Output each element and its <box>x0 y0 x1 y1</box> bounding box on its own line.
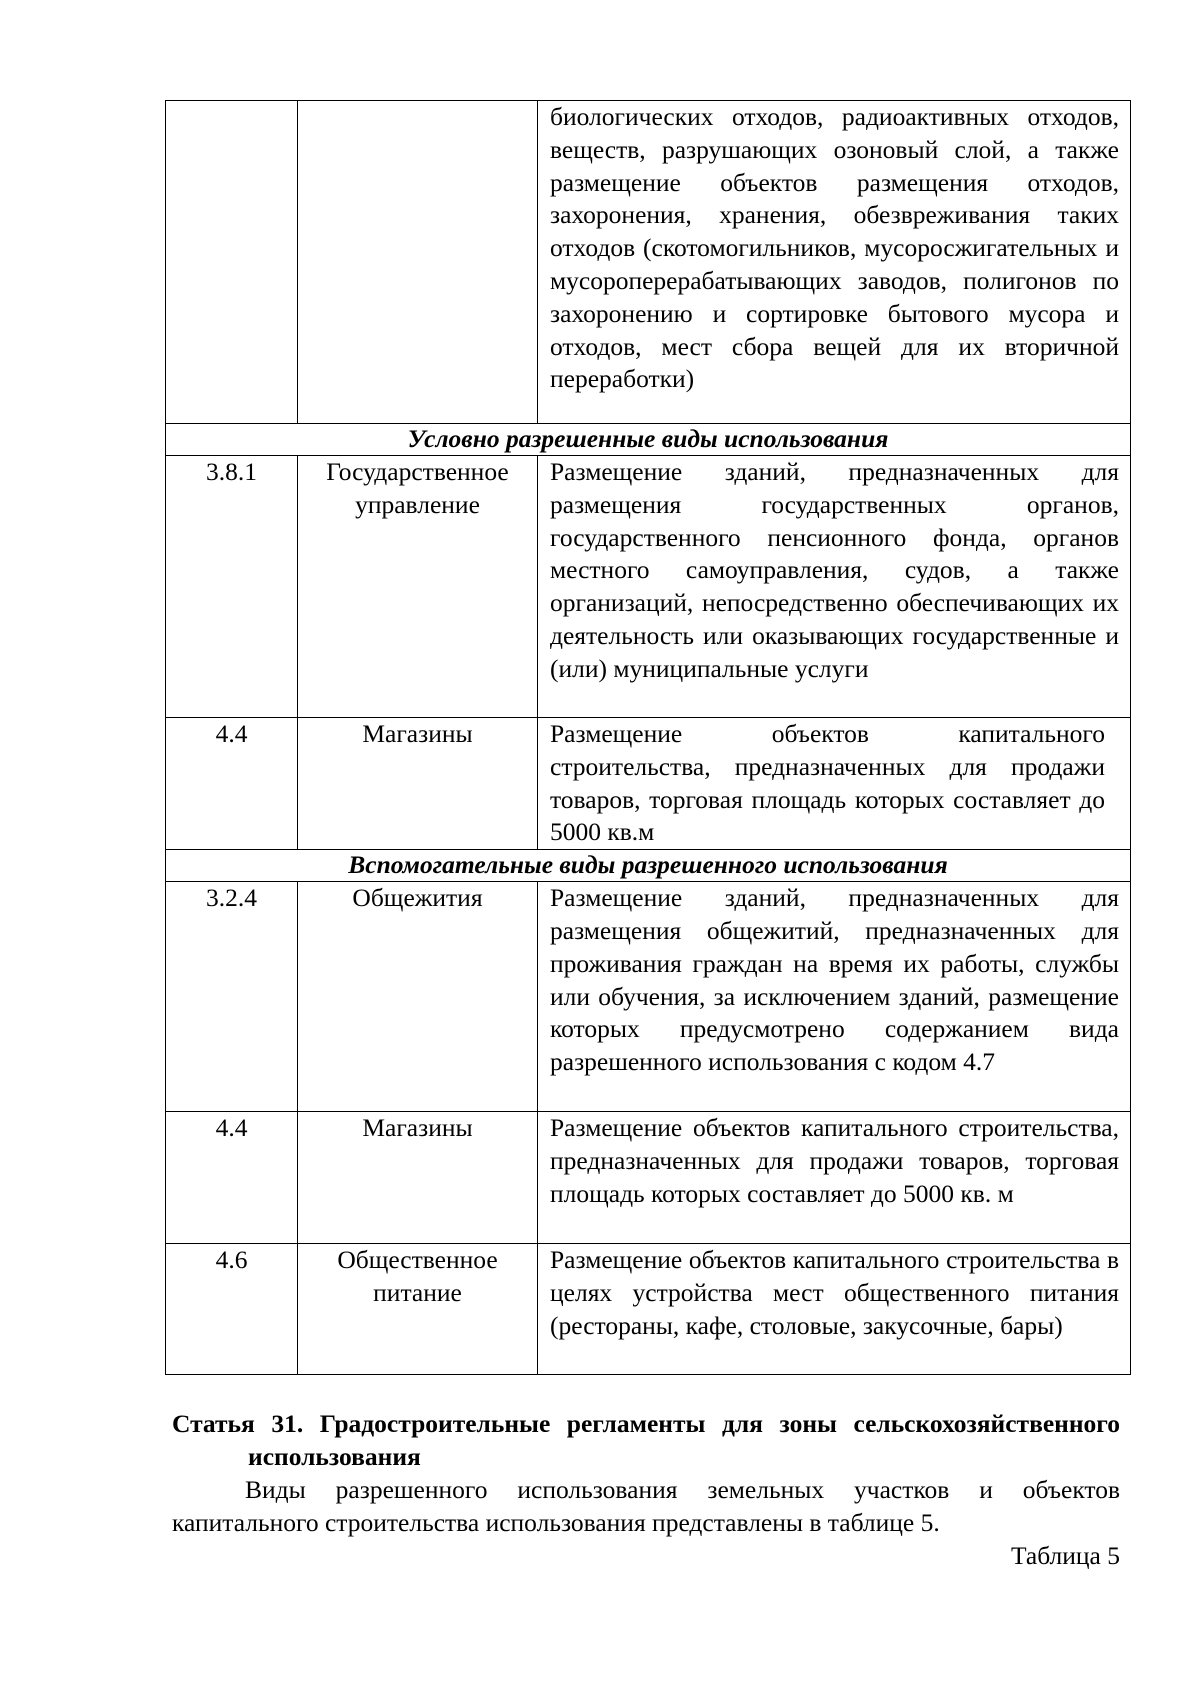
row-code: 4.4 <box>166 1112 298 1244</box>
row-description: Размещение объектов капитального строительства в целях устройства мест общественного питания (рестораны, кафе, столовые, закусочные, бары) <box>538 1244 1131 1375</box>
row-code: 4.4 <box>166 718 298 850</box>
land-use-table <box>165 100 1131 1375</box>
table-row <box>166 101 1131 424</box>
row-description: биологических отходов, радиоактивных отходов, веществ, разрушающих озоновый слой, а также размещение объектов размещения отходов, захоронения, хранения, обезвреживания таких отходов (скотомогильников, мусоросжигательных и мусороперерабатывающих заводов, полигонов по захоронению и сортировке бытового мусора и отходов, мест сбора вещей для их вторичной переработки) <box>538 101 1131 424</box>
article-31 <box>172 1407 1120 1572</box>
table-row <box>166 456 1131 718</box>
table-row <box>166 882 1131 1112</box>
row-code: 4.6 <box>166 1244 298 1375</box>
row-name: Магазины <box>298 1112 538 1244</box>
row-code: 3.2.4 <box>166 882 298 1112</box>
table-row <box>166 1244 1131 1375</box>
article-heading: Статья 31. Градостроительные регламенты для зоны сельскохозяйственного использования <box>172 1409 1120 1471</box>
table-row <box>166 718 1131 850</box>
row-name: Государственное управление <box>298 456 538 718</box>
table-caption: Таблица 5 <box>1010 1541 1120 1570</box>
section-header-row <box>166 424 1131 456</box>
row-description: Размещение объектов капитального строительства, предназначенных для продажи товаров, торговая площадь которых составляет до 5000 кв. м <box>538 1112 1131 1244</box>
row-description: Размещение зданий, предназначенных для размещения общежитий, предназначенных для проживания граждан на время их работы, службы или обучения, за исключением зданий, размещение которых предусмотрено содержанием вида разрешенного использования с кодом 4.7 <box>538 882 1131 1112</box>
table-row <box>166 1112 1131 1244</box>
section-auxiliary-title: Вспомогательные виды разрешенного использования <box>166 850 1131 882</box>
row-description: Размещение объектов капитального строительства, предназначенных для продажи товаров, торговая площадь которых составляет до 5000 кв.м <box>538 718 1131 850</box>
section-conditional-title: Условно разрешенные виды использования <box>166 424 1131 456</box>
row-name: Общественное питание <box>298 1244 538 1375</box>
row-description: Размещение зданий, предназначенных для размещения государственных органов, государственного пенсионного фонда, органов местного самоуправления, судов, а также организаций, непосредственно обеспечивающих их деятельность или оказывающих государственные и (или) муниципальные услуги <box>538 456 1131 718</box>
row-name <box>298 101 538 424</box>
row-code: 3.8.1 <box>166 456 298 718</box>
section-header-row <box>166 850 1131 882</box>
row-name: Общежития <box>298 882 538 1112</box>
row-name: Магазины <box>298 718 538 850</box>
article-body-paragraph: Виды разрешенного использования земельных участков и объектов капитального строительства использования представлены в таблице 5. <box>172 1475 1120 1537</box>
row-code <box>166 101 298 424</box>
